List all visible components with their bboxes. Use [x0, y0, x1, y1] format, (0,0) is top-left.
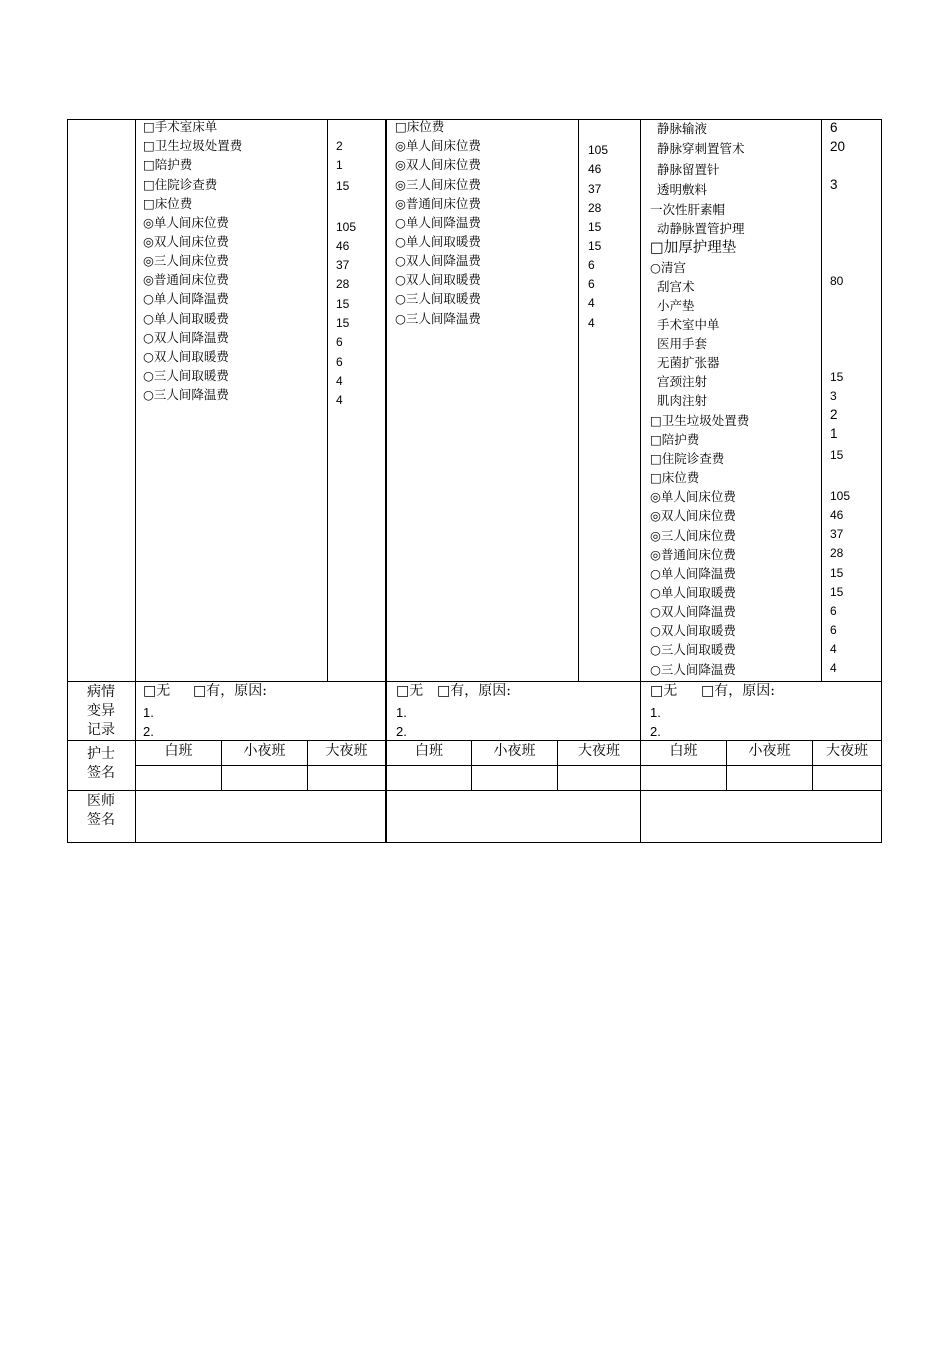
variation-reason-2[interactable]: 2. — [396, 724, 407, 739]
fee-item-name: ○单人间取暖费 — [650, 585, 736, 600]
fee-item-price: 46 — [588, 162, 602, 176]
doctor-signature-field[interactable] — [387, 791, 640, 842]
divider — [385, 119, 387, 843]
variation-label — [68, 683, 134, 740]
fee-item-price: 2 — [830, 407, 838, 422]
nurse-label-line: 签名 — [87, 765, 115, 781]
fee-item-name: □住院诊查费 — [650, 451, 725, 466]
fee-item-price: 3 — [830, 389, 837, 403]
shift-evening-header: 小夜班 — [493, 743, 536, 759]
fee-item-name: ○三人间降温费 — [143, 387, 229, 402]
variation-has-checkbox[interactable]: □有，原因: — [437, 683, 511, 699]
fee-item-price: 28 — [830, 546, 844, 560]
variation-reason-2[interactable]: 2. — [650, 724, 661, 739]
shift-day-header: 白班 — [415, 743, 443, 759]
fee-item-name: ○三人间降温费 — [395, 311, 481, 326]
fee-item-price: 37 — [588, 182, 602, 196]
variation-label-line: 变异 — [87, 703, 115, 719]
fee-item-price: 46 — [336, 239, 350, 253]
fee-item-name: □住院诊查费 — [143, 177, 218, 192]
fee-item-name: ◎单人间床位费 — [650, 489, 736, 504]
fee-item-name: ◎单人间床位费 — [143, 215, 229, 230]
shift-night-header: 大夜班 — [826, 743, 868, 759]
nurse-signature-field[interactable] — [727, 766, 812, 790]
nurse-signature-field[interactable] — [222, 766, 307, 790]
variation-reason-1[interactable]: 1. — [650, 705, 661, 720]
fee-item-name: □加厚护理垫 — [650, 240, 737, 256]
variation-label-line: 记录 — [87, 722, 115, 738]
divider — [135, 119, 136, 843]
doctor-label-line: 签名 — [87, 812, 115, 828]
fee-item-price: 105 — [588, 143, 609, 157]
fee-item-price: 15 — [588, 220, 602, 234]
divider — [67, 740, 882, 741]
fee-item-price: 4 — [830, 661, 837, 675]
fee-item-price: 15 — [830, 566, 844, 580]
fee-item-price: 15 — [830, 448, 844, 462]
fee-item-price: 37 — [830, 527, 844, 541]
variation-reason-2[interactable]: 2. — [143, 724, 154, 739]
nurse-signature-field[interactable] — [813, 766, 881, 790]
fee-item-name: ○清宫 — [650, 260, 686, 275]
fee-item-price: 15 — [336, 179, 350, 193]
nurse-signature-field[interactable] — [558, 766, 640, 790]
doctor-label-line: 医师 — [87, 793, 115, 809]
fee-section-3 — [650, 119, 820, 679]
fee-item-price: 105 — [830, 489, 851, 503]
variation-none-checkbox[interactable]: □无 — [143, 683, 171, 699]
nurse-label-line: 护士 — [87, 746, 115, 762]
fee-item-name: ○单人间取暖费 — [143, 311, 229, 326]
shift-night-header: 大夜班 — [325, 743, 368, 759]
doctor-signature-label — [68, 792, 134, 830]
fee-item-name: 静脉穿刺置管术 — [657, 141, 745, 156]
fee-item-price: 4 — [588, 296, 595, 310]
fee-item-name: 静脉留置针 — [657, 162, 720, 177]
nurse-signature-field[interactable] — [641, 766, 726, 790]
variation-none-checkbox[interactable]: □无 — [650, 683, 678, 699]
fee-item-price: 6 — [588, 258, 595, 272]
fee-item-name: ○双人间取暖费 — [395, 272, 481, 287]
fee-item-price: 4 — [336, 393, 343, 407]
shift-day-header: 白班 — [164, 743, 193, 759]
fee-item-name: 透明敷料 — [657, 182, 708, 197]
fee-item-name: ○单人间降温费 — [650, 566, 736, 581]
fee-item-price: 4 — [830, 642, 837, 656]
fee-item-price: 3 — [830, 177, 838, 192]
fee-section-1-prices — [336, 119, 376, 679]
fee-item-price: 15 — [336, 297, 350, 311]
variation-reason-1[interactable]: 1. — [396, 705, 407, 720]
fee-item-name: 刮宫术 — [657, 279, 695, 294]
fee-item-price: 15 — [830, 585, 844, 599]
fee-item-price: 4 — [588, 316, 595, 330]
variation-has-checkbox[interactable]: □有，原因: — [701, 683, 775, 699]
fee-item-name: 无菌扩张器 — [657, 355, 720, 370]
fee-item-price: 6 — [588, 277, 595, 291]
divider — [640, 119, 641, 843]
fee-item-name: □陪护费 — [650, 432, 700, 447]
fee-item-name: ◎三人间床位费 — [143, 253, 229, 268]
fee-item-price: 6 — [830, 120, 838, 135]
fee-item-name: ○单人间取暖费 — [395, 234, 481, 249]
variation-has-checkbox[interactable]: □有，原因: — [193, 683, 267, 699]
fee-item-name: ◎普通间床位费 — [143, 272, 229, 287]
variation-reason-1[interactable]: 1. — [143, 705, 154, 720]
fee-item-name: 手术室中单 — [657, 317, 720, 332]
fee-item-price: 6 — [336, 355, 343, 369]
fee-item-price: 46 — [830, 508, 844, 522]
fee-item-price: 105 — [336, 220, 357, 234]
nurse-signature-field[interactable] — [136, 766, 221, 790]
variation-label-line: 病情 — [87, 684, 115, 700]
fee-item-price: 80 — [830, 274, 844, 288]
shift-evening-header: 小夜班 — [243, 743, 286, 759]
shift-day-header: 白班 — [669, 743, 698, 759]
fee-section-2-prices — [588, 119, 628, 679]
fee-item-price: 15 — [588, 239, 602, 253]
doctor-signature-field[interactable] — [641, 791, 881, 842]
fee-item-price: 28 — [588, 201, 602, 215]
fee-item-name: □卫生垃圾处置费 — [143, 138, 243, 153]
fee-item-name: ◎单人间床位费 — [395, 138, 481, 153]
fee-item-name: ◎双人间床位费 — [650, 508, 736, 523]
fee-item-name: ○双人间降温费 — [650, 604, 736, 619]
fee-section-2 — [395, 119, 575, 679]
nurse-signature-label — [68, 745, 134, 783]
fee-item-price: 15 — [336, 316, 350, 330]
shift-night-header: 大夜班 — [578, 743, 620, 759]
fee-item-name: 静脉输液 — [657, 121, 708, 136]
fee-item-name: ◎双人间床位费 — [395, 157, 481, 172]
fee-item-name: ◎普通间床位费 — [650, 547, 736, 562]
fee-item-name: □陪护费 — [143, 157, 193, 172]
nurse-signature-field[interactable] — [308, 766, 385, 790]
fee-item-name: ○单人间降温费 — [143, 291, 229, 306]
fee-item-price: 28 — [336, 277, 350, 291]
fee-item-price: 4 — [336, 374, 343, 388]
fee-item-price: 1 — [336, 158, 343, 172]
fee-item-name: ○三人间取暖费 — [650, 642, 736, 657]
fee-item-name: ○双人间取暖费 — [143, 349, 229, 364]
fee-item-name: ○三人间降温费 — [650, 662, 736, 677]
fee-item-name: ○三人间取暖费 — [143, 368, 229, 383]
fee-item-name: ◎三人间床位费 — [395, 177, 481, 192]
fee-item-price: 2 — [336, 139, 343, 153]
fee-item-price: 6 — [336, 335, 343, 349]
fee-item-name: ◎双人间床位费 — [143, 234, 229, 249]
fee-item-name: 一次性肝素帽 — [650, 202, 726, 217]
fee-item-name: 肌肉注射 — [657, 393, 708, 408]
fee-item-name: ◎三人间床位费 — [650, 528, 736, 543]
fee-item-price: 6 — [830, 604, 837, 618]
divider — [578, 119, 579, 681]
fee-item-name: ◎普通间床位费 — [395, 196, 481, 211]
fee-item-name: □卫生垃圾处置费 — [650, 413, 750, 428]
fee-item-name: 医用手套 — [657, 336, 708, 351]
fee-item-name: □床位费 — [650, 470, 700, 485]
fee-item-name: ○双人间降温费 — [143, 330, 229, 345]
fee-item-name: 小产垫 — [657, 298, 695, 313]
shift-evening-header: 小夜班 — [748, 743, 791, 759]
fee-item-price: 20 — [830, 139, 846, 154]
fee-item-name: □手术室床单 — [143, 119, 218, 134]
fee-item-price: 1 — [830, 426, 838, 441]
fee-item-name: □床位费 — [143, 196, 193, 211]
doctor-signature-field[interactable] — [136, 791, 385, 842]
fee-item-price: 6 — [830, 623, 837, 637]
nurse-signature-field[interactable] — [387, 766, 471, 790]
fee-item-name: ○三人间取暖费 — [395, 291, 481, 306]
fee-item-name: ○双人间取暖费 — [650, 623, 736, 638]
nurse-signature-field[interactable] — [472, 766, 557, 790]
fee-item-name: 动静脉置管护理 — [657, 221, 745, 236]
fee-item-price: 15 — [830, 370, 844, 384]
fee-item-name: 宫颈注射 — [657, 374, 708, 389]
fee-section-3-prices — [830, 119, 875, 679]
fee-item-name: ○单人间降温费 — [395, 215, 481, 230]
fee-item-price: 37 — [336, 258, 350, 272]
fee-item-name: □床位费 — [395, 119, 445, 134]
variation-none-checkbox[interactable]: □无 — [396, 683, 424, 699]
divider — [327, 119, 328, 681]
fee-item-name: ○双人间降温费 — [395, 253, 481, 268]
divider — [821, 119, 822, 681]
fee-section-1 — [143, 119, 323, 679]
